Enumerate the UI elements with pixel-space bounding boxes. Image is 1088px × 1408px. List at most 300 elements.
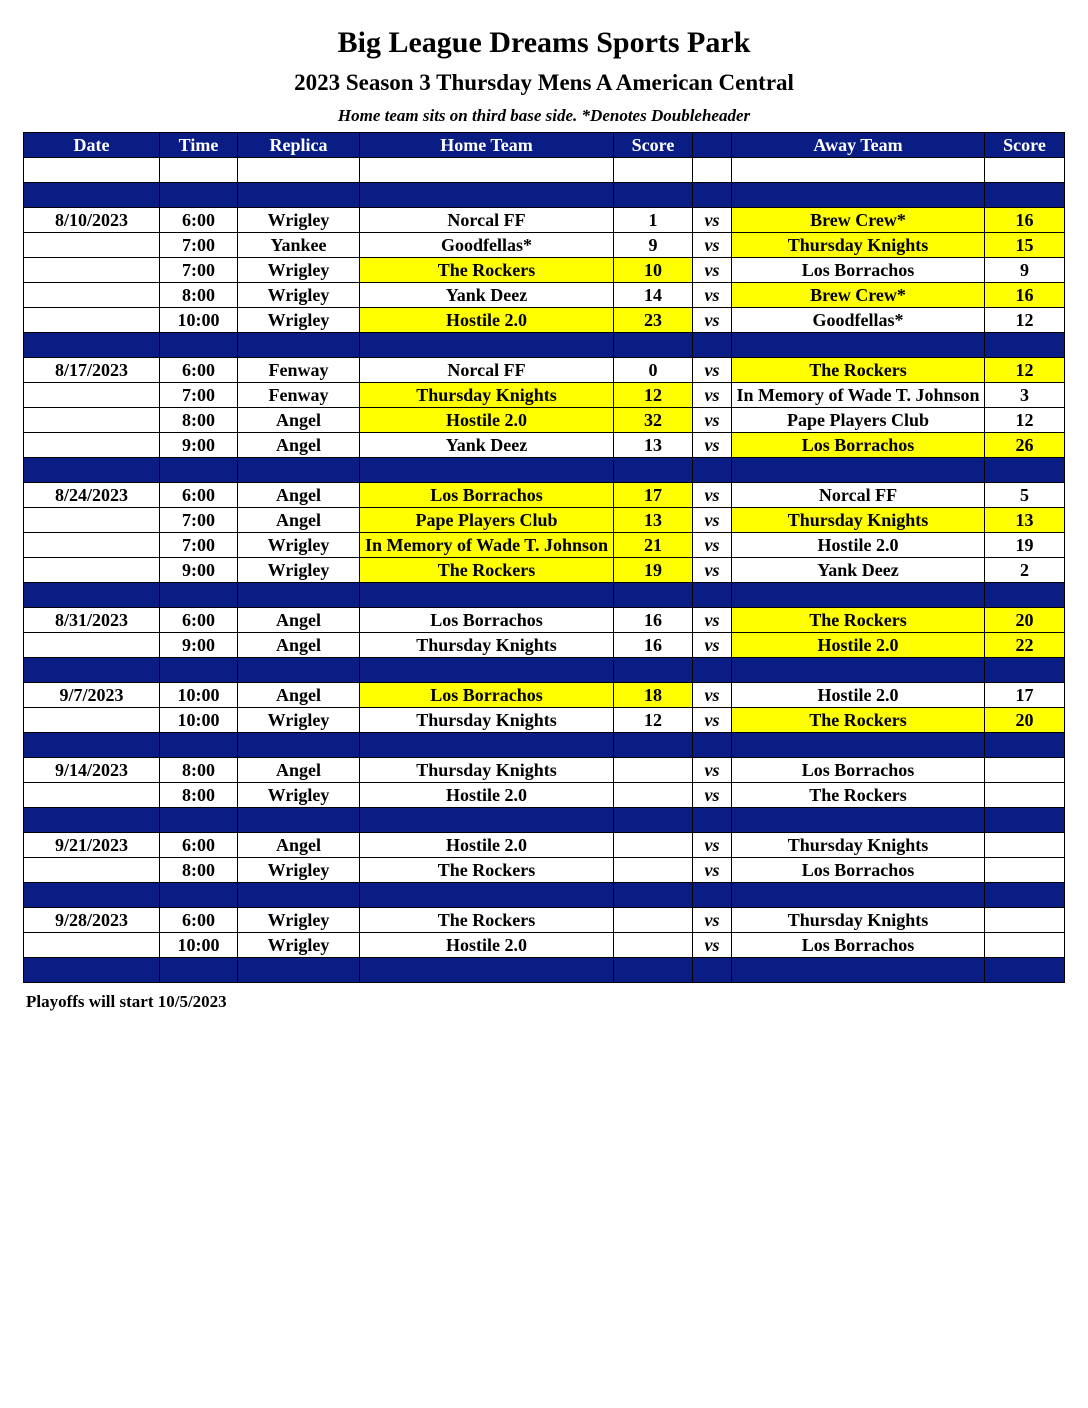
table-row bbox=[24, 633, 1065, 658]
empty-cell bbox=[360, 733, 614, 758]
away-team-cell: Los Borrachos bbox=[732, 433, 985, 458]
vs-cell: vs bbox=[693, 433, 732, 458]
replica-cell: Wrigley bbox=[238, 533, 360, 558]
week-separator-row bbox=[24, 333, 1065, 358]
time-cell: 7:00 bbox=[160, 383, 238, 408]
home-score-cell: 16 bbox=[614, 633, 693, 658]
table-row bbox=[24, 833, 1065, 858]
empty-cell bbox=[160, 883, 238, 908]
week-separator-row bbox=[24, 183, 1065, 208]
table-row bbox=[24, 533, 1065, 558]
date-cell bbox=[24, 708, 160, 733]
blank-row bbox=[24, 158, 1065, 183]
vs-cell: vs bbox=[693, 908, 732, 933]
empty-cell bbox=[693, 658, 732, 683]
away-score-cell: 3 bbox=[985, 383, 1065, 408]
date-cell bbox=[24, 933, 160, 958]
away-score-cell: 5 bbox=[985, 483, 1065, 508]
empty-cell bbox=[238, 583, 360, 608]
away-score-cell: 16 bbox=[985, 208, 1065, 233]
empty-cell bbox=[985, 583, 1065, 608]
vs-cell: vs bbox=[693, 933, 732, 958]
week-separator-row bbox=[24, 883, 1065, 908]
time-cell: 8:00 bbox=[160, 283, 238, 308]
empty-cell bbox=[238, 733, 360, 758]
replica-cell: Angel bbox=[238, 608, 360, 633]
column-header-time: Time bbox=[160, 133, 238, 158]
table-row bbox=[24, 233, 1065, 258]
away-team-cell: Thursday Knights bbox=[732, 508, 985, 533]
date-cell bbox=[24, 258, 160, 283]
table-row bbox=[24, 383, 1065, 408]
empty-cell bbox=[732, 333, 985, 358]
home-team-cell: Hostile 2.0 bbox=[360, 308, 614, 333]
time-cell: 8:00 bbox=[160, 783, 238, 808]
table-row bbox=[24, 308, 1065, 333]
replica-cell: Angel bbox=[238, 633, 360, 658]
home-score-cell: 18 bbox=[614, 683, 693, 708]
time-cell: 6:00 bbox=[160, 358, 238, 383]
away-team-cell: Thursday Knights bbox=[732, 908, 985, 933]
empty-cell bbox=[360, 658, 614, 683]
time-cell: 7:00 bbox=[160, 533, 238, 558]
home-team-cell: Los Borrachos bbox=[360, 608, 614, 633]
away-score-cell bbox=[985, 858, 1065, 883]
vs-cell: vs bbox=[693, 558, 732, 583]
time-cell: 6:00 bbox=[160, 208, 238, 233]
column-header-away-score: Score bbox=[985, 133, 1065, 158]
away-score-cell: 16 bbox=[985, 283, 1065, 308]
empty-cell bbox=[160, 333, 238, 358]
away-team-cell: Thursday Knights bbox=[732, 833, 985, 858]
home-score-cell bbox=[614, 908, 693, 933]
empty-cell bbox=[614, 733, 693, 758]
vs-cell: vs bbox=[693, 858, 732, 883]
away-team-cell: Los Borrachos bbox=[732, 258, 985, 283]
replica-cell: Wrigley bbox=[238, 283, 360, 308]
time-cell: 6:00 bbox=[160, 483, 238, 508]
away-score-cell: 13 bbox=[985, 508, 1065, 533]
replica-cell: Wrigley bbox=[238, 708, 360, 733]
table-row bbox=[24, 783, 1065, 808]
table-row bbox=[24, 933, 1065, 958]
empty-cell bbox=[160, 458, 238, 483]
replica-cell: Angel bbox=[238, 408, 360, 433]
home-score-cell bbox=[614, 858, 693, 883]
vs-cell: vs bbox=[693, 283, 732, 308]
time-cell: 6:00 bbox=[160, 608, 238, 633]
home-team-cell: The Rockers bbox=[360, 558, 614, 583]
replica-cell: Angel bbox=[238, 483, 360, 508]
empty-cell bbox=[238, 883, 360, 908]
away-team-cell: The Rockers bbox=[732, 608, 985, 633]
date-cell: 9/28/2023 bbox=[24, 908, 160, 933]
table-row bbox=[24, 358, 1065, 383]
empty-cell bbox=[360, 883, 614, 908]
empty-cell bbox=[693, 583, 732, 608]
away-score-cell bbox=[985, 933, 1065, 958]
date-cell bbox=[24, 433, 160, 458]
home-team-cell: Pape Players Club bbox=[360, 508, 614, 533]
home-score-cell: 12 bbox=[614, 708, 693, 733]
time-cell: 9:00 bbox=[160, 433, 238, 458]
empty-cell bbox=[732, 883, 985, 908]
empty-cell bbox=[160, 158, 238, 183]
away-team-cell: In Memory of Wade T. Johnson bbox=[732, 383, 985, 408]
time-cell: 8:00 bbox=[160, 758, 238, 783]
time-cell: 8:00 bbox=[160, 408, 238, 433]
time-cell: 6:00 bbox=[160, 833, 238, 858]
empty-cell bbox=[693, 883, 732, 908]
empty-cell bbox=[24, 808, 160, 833]
empty-cell bbox=[732, 658, 985, 683]
home-team-cell: Thursday Knights bbox=[360, 758, 614, 783]
away-team-cell: Goodfellas* bbox=[732, 308, 985, 333]
week-separator-row bbox=[24, 583, 1065, 608]
replica-cell: Angel bbox=[238, 683, 360, 708]
replica-cell: Angel bbox=[238, 758, 360, 783]
table-row bbox=[24, 558, 1065, 583]
vs-cell: vs bbox=[693, 633, 732, 658]
empty-cell bbox=[693, 158, 732, 183]
away-score-cell bbox=[985, 758, 1065, 783]
empty-cell bbox=[732, 808, 985, 833]
vs-cell: vs bbox=[693, 508, 732, 533]
home-team-cell: Thursday Knights bbox=[360, 633, 614, 658]
table-row bbox=[24, 708, 1065, 733]
away-score-cell: 26 bbox=[985, 433, 1065, 458]
away-team-cell: Los Borrachos bbox=[732, 858, 985, 883]
empty-cell bbox=[614, 808, 693, 833]
away-team-cell: The Rockers bbox=[732, 783, 985, 808]
away-score-cell: 17 bbox=[985, 683, 1065, 708]
column-header-date: Date bbox=[24, 133, 160, 158]
away-score-cell: 20 bbox=[985, 608, 1065, 633]
empty-cell bbox=[614, 158, 693, 183]
home-team-cell: Thursday Knights bbox=[360, 708, 614, 733]
away-score-cell: 12 bbox=[985, 358, 1065, 383]
date-cell bbox=[24, 783, 160, 808]
replica-cell: Wrigley bbox=[238, 558, 360, 583]
home-score-cell: 13 bbox=[614, 433, 693, 458]
date-cell: 8/17/2023 bbox=[24, 358, 160, 383]
table-row bbox=[24, 608, 1065, 633]
empty-cell bbox=[693, 733, 732, 758]
replica-cell: Wrigley bbox=[238, 858, 360, 883]
home-score-cell: 21 bbox=[614, 533, 693, 558]
replica-cell: Angel bbox=[238, 508, 360, 533]
table-row bbox=[24, 858, 1065, 883]
home-team-cell: Hostile 2.0 bbox=[360, 933, 614, 958]
date-cell bbox=[24, 383, 160, 408]
away-score-cell: 12 bbox=[985, 408, 1065, 433]
empty-cell bbox=[24, 883, 160, 908]
time-cell: 9:00 bbox=[160, 558, 238, 583]
away-team-cell: The Rockers bbox=[732, 708, 985, 733]
empty-cell bbox=[360, 808, 614, 833]
away-score-cell: 2 bbox=[985, 558, 1065, 583]
empty-cell bbox=[160, 583, 238, 608]
vs-cell: vs bbox=[693, 758, 732, 783]
empty-cell bbox=[24, 183, 160, 208]
home-team-cell: The Rockers bbox=[360, 258, 614, 283]
empty-cell bbox=[24, 958, 160, 983]
away-team-cell: Norcal FF bbox=[732, 483, 985, 508]
home-score-cell: 0 bbox=[614, 358, 693, 383]
time-cell: 10:00 bbox=[160, 308, 238, 333]
empty-cell bbox=[360, 958, 614, 983]
empty-cell bbox=[24, 458, 160, 483]
date-cell bbox=[24, 858, 160, 883]
empty-cell bbox=[160, 808, 238, 833]
date-cell bbox=[24, 533, 160, 558]
away-score-cell bbox=[985, 908, 1065, 933]
replica-cell: Yankee bbox=[238, 233, 360, 258]
empty-cell bbox=[238, 183, 360, 208]
away-team-cell: Brew Crew* bbox=[732, 283, 985, 308]
empty-cell bbox=[614, 883, 693, 908]
empty-cell bbox=[614, 333, 693, 358]
home-score-cell: 1 bbox=[614, 208, 693, 233]
vs-cell: vs bbox=[693, 483, 732, 508]
empty-cell bbox=[693, 808, 732, 833]
empty-cell bbox=[360, 583, 614, 608]
away-score-cell bbox=[985, 783, 1065, 808]
home-score-cell: 13 bbox=[614, 508, 693, 533]
empty-cell bbox=[24, 658, 160, 683]
empty-cell bbox=[985, 658, 1065, 683]
away-team-cell: Yank Deez bbox=[732, 558, 985, 583]
table-row bbox=[24, 283, 1065, 308]
away-score-cell bbox=[985, 833, 1065, 858]
column-header-vs bbox=[693, 133, 732, 158]
replica-cell: Wrigley bbox=[238, 908, 360, 933]
table-row bbox=[24, 433, 1065, 458]
empty-cell bbox=[24, 158, 160, 183]
home-score-cell: 23 bbox=[614, 308, 693, 333]
empty-cell bbox=[985, 458, 1065, 483]
time-cell: 10:00 bbox=[160, 683, 238, 708]
empty-cell bbox=[238, 158, 360, 183]
column-header-replica: Replica bbox=[238, 133, 360, 158]
empty-cell bbox=[238, 458, 360, 483]
home-team-cell: Thursday Knights bbox=[360, 383, 614, 408]
date-cell bbox=[24, 283, 160, 308]
vs-cell: vs bbox=[693, 533, 732, 558]
home-score-cell: 9 bbox=[614, 233, 693, 258]
away-score-cell: 12 bbox=[985, 308, 1065, 333]
date-cell bbox=[24, 308, 160, 333]
away-team-cell: Los Borrachos bbox=[732, 758, 985, 783]
home-team-cell: Los Borrachos bbox=[360, 483, 614, 508]
table-row bbox=[24, 408, 1065, 433]
empty-cell bbox=[360, 458, 614, 483]
empty-cell bbox=[614, 583, 693, 608]
time-cell: 7:00 bbox=[160, 233, 238, 258]
away-score-cell: 22 bbox=[985, 633, 1065, 658]
vs-cell: vs bbox=[693, 683, 732, 708]
empty-cell bbox=[985, 183, 1065, 208]
replica-cell: Angel bbox=[238, 833, 360, 858]
vs-cell: vs bbox=[693, 308, 732, 333]
empty-cell bbox=[360, 158, 614, 183]
empty-cell bbox=[985, 158, 1065, 183]
playoffs-note: Playoffs will start 10/5/2023 bbox=[26, 992, 227, 1011]
week-separator-row bbox=[24, 808, 1065, 833]
empty-cell bbox=[732, 733, 985, 758]
empty-cell bbox=[732, 158, 985, 183]
time-cell: 10:00 bbox=[160, 708, 238, 733]
home-team-cell: Yank Deez bbox=[360, 433, 614, 458]
table-row bbox=[24, 508, 1065, 533]
date-cell bbox=[24, 558, 160, 583]
date-cell bbox=[24, 508, 160, 533]
empty-cell bbox=[985, 883, 1065, 908]
home-score-cell bbox=[614, 783, 693, 808]
empty-cell bbox=[693, 458, 732, 483]
away-team-cell: Los Borrachos bbox=[732, 933, 985, 958]
empty-cell bbox=[238, 958, 360, 983]
away-team-cell: The Rockers bbox=[732, 358, 985, 383]
replica-cell: Wrigley bbox=[238, 933, 360, 958]
time-cell: 7:00 bbox=[160, 258, 238, 283]
time-cell: 8:00 bbox=[160, 858, 238, 883]
away-score-cell: 15 bbox=[985, 233, 1065, 258]
empty-cell bbox=[732, 183, 985, 208]
empty-cell bbox=[985, 808, 1065, 833]
table-row bbox=[24, 483, 1065, 508]
home-team-cell: Hostile 2.0 bbox=[360, 783, 614, 808]
replica-cell: Fenway bbox=[238, 383, 360, 408]
empty-cell bbox=[24, 583, 160, 608]
page-title: Big League Dreams Sports Park bbox=[337, 26, 751, 59]
column-header-home-team: Home Team bbox=[360, 133, 614, 158]
date-cell: 8/31/2023 bbox=[24, 608, 160, 633]
vs-cell: vs bbox=[693, 258, 732, 283]
empty-cell bbox=[732, 458, 985, 483]
vs-cell: vs bbox=[693, 608, 732, 633]
away-team-cell: Thursday Knights bbox=[732, 233, 985, 258]
away-team-cell: Hostile 2.0 bbox=[732, 633, 985, 658]
vs-cell: vs bbox=[693, 783, 732, 808]
time-cell: 7:00 bbox=[160, 508, 238, 533]
empty-cell bbox=[985, 958, 1065, 983]
week-separator-row bbox=[24, 458, 1065, 483]
replica-cell: Wrigley bbox=[238, 258, 360, 283]
vs-cell: vs bbox=[693, 833, 732, 858]
table-row bbox=[24, 908, 1065, 933]
home-score-cell: 17 bbox=[614, 483, 693, 508]
home-score-cell: 12 bbox=[614, 383, 693, 408]
home-team-cell: In Memory of Wade T. Johnson bbox=[360, 533, 614, 558]
page-note: Home team sits on third base side. *Denotes Doubleheader bbox=[337, 106, 751, 125]
home-team-cell: Norcal FF bbox=[360, 208, 614, 233]
replica-cell: Wrigley bbox=[238, 783, 360, 808]
away-team-cell: Hostile 2.0 bbox=[732, 533, 985, 558]
page-subtitle: 2023 Season 3 Thursday Mens A American Central bbox=[294, 70, 794, 95]
empty-cell bbox=[160, 733, 238, 758]
away-score-cell: 9 bbox=[985, 258, 1065, 283]
vs-cell: vs bbox=[693, 208, 732, 233]
home-score-cell: 14 bbox=[614, 283, 693, 308]
home-score-cell: 19 bbox=[614, 558, 693, 583]
date-cell: 8/10/2023 bbox=[24, 208, 160, 233]
week-separator-row bbox=[24, 958, 1065, 983]
week-separator-row bbox=[24, 658, 1065, 683]
away-team-cell: Pape Players Club bbox=[732, 408, 985, 433]
home-score-cell: 16 bbox=[614, 608, 693, 633]
empty-cell bbox=[614, 183, 693, 208]
away-score-cell: 20 bbox=[985, 708, 1065, 733]
home-score-cell bbox=[614, 833, 693, 858]
home-score-cell bbox=[614, 933, 693, 958]
vs-cell: vs bbox=[693, 408, 732, 433]
vs-cell: vs bbox=[693, 358, 732, 383]
column-header-away-team: Away Team bbox=[732, 133, 985, 158]
empty-cell bbox=[360, 333, 614, 358]
empty-cell bbox=[360, 183, 614, 208]
empty-cell bbox=[693, 958, 732, 983]
home-team-cell: Goodfellas* bbox=[360, 233, 614, 258]
replica-cell: Wrigley bbox=[238, 208, 360, 233]
home-team-cell: Norcal FF bbox=[360, 358, 614, 383]
replica-cell: Fenway bbox=[238, 358, 360, 383]
empty-cell bbox=[24, 733, 160, 758]
column-header-home-score: Score bbox=[614, 133, 693, 158]
home-team-cell: The Rockers bbox=[360, 908, 614, 933]
empty-cell bbox=[238, 658, 360, 683]
empty-cell bbox=[614, 958, 693, 983]
empty-cell bbox=[238, 333, 360, 358]
empty-cell bbox=[693, 333, 732, 358]
vs-cell: vs bbox=[693, 708, 732, 733]
home-team-cell: Hostile 2.0 bbox=[360, 408, 614, 433]
date-cell bbox=[24, 408, 160, 433]
time-cell: 10:00 bbox=[160, 933, 238, 958]
replica-cell: Wrigley bbox=[238, 308, 360, 333]
empty-cell bbox=[985, 733, 1065, 758]
empty-cell bbox=[160, 958, 238, 983]
table-row bbox=[24, 258, 1065, 283]
empty-cell bbox=[732, 583, 985, 608]
home-score-cell bbox=[614, 758, 693, 783]
date-cell bbox=[24, 633, 160, 658]
date-cell: 9/14/2023 bbox=[24, 758, 160, 783]
empty-cell bbox=[614, 658, 693, 683]
empty-cell bbox=[160, 658, 238, 683]
empty-cell bbox=[693, 183, 732, 208]
empty-cell bbox=[24, 333, 160, 358]
time-cell: 9:00 bbox=[160, 633, 238, 658]
away-score-cell: 19 bbox=[985, 533, 1065, 558]
vs-cell: vs bbox=[693, 383, 732, 408]
vs-cell: vs bbox=[693, 233, 732, 258]
empty-cell bbox=[160, 183, 238, 208]
week-separator-row bbox=[24, 733, 1065, 758]
empty-cell bbox=[732, 958, 985, 983]
home-score-cell: 10 bbox=[614, 258, 693, 283]
home-score-cell: 32 bbox=[614, 408, 693, 433]
home-team-cell: The Rockers bbox=[360, 858, 614, 883]
empty-cell bbox=[238, 808, 360, 833]
date-cell: 9/7/2023 bbox=[24, 683, 160, 708]
schedule-table bbox=[23, 132, 1065, 983]
time-cell: 6:00 bbox=[160, 908, 238, 933]
date-cell: 9/21/2023 bbox=[24, 833, 160, 858]
away-team-cell: Brew Crew* bbox=[732, 208, 985, 233]
empty-cell bbox=[614, 458, 693, 483]
home-team-cell: Los Borrachos bbox=[360, 683, 614, 708]
